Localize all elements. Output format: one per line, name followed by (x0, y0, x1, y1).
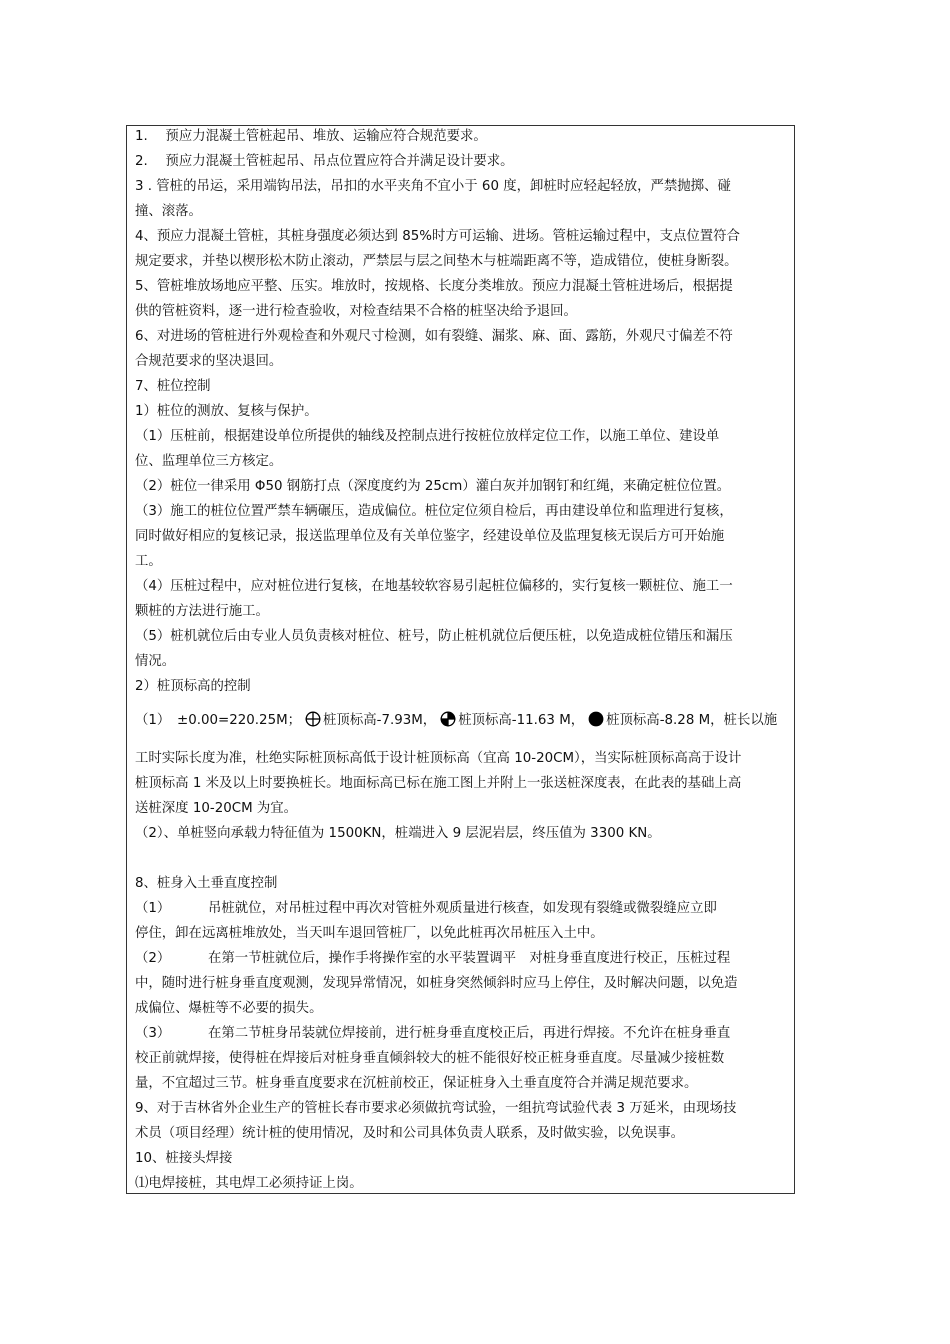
text-line: 供的管桩资料，逐一进行检查验收，对检查结果不合格的桩坚决给予退回。 (135, 304, 577, 319)
text-line: 6、对进场的管桩进行外观检查和外观尺寸检测，如有裂缝、漏浆、麻、面、露筋，外观尺寸偏差不符 (135, 329, 733, 344)
pile-type-c-icon (588, 711, 604, 727)
text-line: 位、监理单位三方核定。 (135, 454, 283, 469)
text-line: 情况。 (135, 654, 176, 669)
text-line: 撞、滚落。 (135, 204, 202, 219)
text-line: 3 . 管桩的吊运，采用端钩吊法，吊扣的水平夹角不宜小于 60 度，卸桩时应轻起轻放，严禁抛掷、碰 (135, 179, 731, 194)
text-line: 停住，卸在远离桩堆放处，当天叫车退回管桩厂，以免此桩再次吊桩压入土中。 (135, 926, 604, 941)
text-line: （2）、单桩竖向承载力特征值为 1500KN，桩端进入 9 层泥岩层，终压值为 3300 KN。 (135, 826, 661, 841)
text-line: 合规范要求的坚决退回。 (135, 354, 283, 369)
text-line: 规定要求，并垫以楔形松木防止滚动，严禁层与层之间垫木与桩端距离不等，造成错位，使桩身断裂。 (135, 254, 738, 269)
elevation-prefix: （1） ±0.00=220.25M； (135, 713, 302, 728)
text-line: （1） 吊桩就位，对吊桩过程中再次对管桩外观质量进行核查，如发现有裂缝或微裂缝应立即 (135, 901, 717, 916)
text-line: （3）施工的桩位位置严禁车辆碾压，造成偏位。桩位定位须自检后，再由建设单位和监理进行复核， (135, 504, 733, 519)
text-line: 量，不宜超过三节。桩身垂直度要求在沉桩前校正，保证桩身入土垂直度符合并满足规范要求。 (135, 1076, 698, 1091)
text-line: 颗桩的方法进行施工。 (135, 604, 269, 619)
text-line: ⑴电焊接桩，其电焊工必须持证上岗。 (135, 1176, 363, 1191)
elevation-type-c: 桩顶标高-8.28 M，桩长以施 (606, 713, 778, 728)
elevation-type-a: 桩顶标高-7.93M， (323, 713, 437, 728)
text-line: 中，随时进行桩身垂直度观测，发现异常情况，如桩身突然倾斜时应马上停住，及时解决问题，以免造 (135, 976, 738, 991)
text-line: 成偏位、爆桩等不必要的损失。 (135, 1001, 323, 1016)
section-heading: 8、桩身入土垂直度控制 (135, 876, 278, 891)
text-line: 工时实际长度为准，杜绝实际桩顶标高低于设计桩顶标高（宜高 10-20CM），当实际桩顶标高高于设计 (135, 751, 742, 766)
text-line: 术员（项目经理）统计桩的使用情况，及时和公司具体负责人联系，及时做实验，以免误事。 (135, 1126, 685, 1141)
text-line: 校正前就焊接，使得桩在焊接后对桩身垂直倾斜较大的桩不能很好校正桩身垂直度。尽量减少接桩数 (135, 1051, 725, 1066)
text-line: （2） 在第一节桩就位后，操作手将操作室的水平装置调平 对桩身垂直度进行校正，压桩过程 (135, 951, 731, 966)
text-line: 4、预应力混凝土管桩，其桩身强度必须达到 85%时方可运输、进场。管桩运输过程中，支点位置符合 (135, 229, 740, 244)
text-line: 5、管桩堆放场地应平整、压实。堆放时，按规格、长度分类堆放。预应力混凝土管桩进场后，根据提 (135, 279, 733, 294)
text-line: （4）压桩过程中，应对桩位进行复核，在地基较软容易引起桩位偏移的，实行复核一颗桩位、施工一 (135, 579, 733, 594)
text-line: （3） 在第二节桩身吊装就位焊接前，进行桩身垂直度校正后，再进行焊接。不允许在桩身垂直 (135, 1026, 731, 1041)
text-line: 9、对于吉林省外企业生产的管桩长春市要求必须做抗弯试验，一组抗弯试验代表 3 万延米，由现场技 (135, 1101, 737, 1116)
section-heading: 2）桩顶标高的控制 (135, 679, 251, 694)
elevation-type-b: 桩顶标高-11.63 M， (458, 713, 585, 728)
text-line: 2. 预应力混凝土管桩起吊、吊点位置应符合并满足设计要求。 (135, 154, 514, 169)
text-line: 送桩深度 10-20CM 为宜。 (135, 801, 298, 816)
text-line: 工。 (135, 554, 162, 569)
pile-type-a-icon (305, 711, 321, 727)
text-line: 1. 预应力混凝土管桩起吊、堆放、运输应符合规范要求。 (135, 129, 487, 144)
elevation-line (135, 709, 777, 733)
text-line: （2）桩位一律采用 Φ50 钢筋打点（深度度约为 25cm）灌白灰并加钢钉和红绳，来确定桩位位置。 (135, 479, 731, 494)
section-heading: 10、桩接头焊接 (135, 1151, 233, 1166)
text-line: 桩顶标高 1 米及以上时要换桩长。地面标高已标在施工图上并附上一张送桩深度表，在此表的基础上高 (135, 776, 742, 791)
text-line: 同时做好相应的复核记录，报送监理单位及有关单位鉴字，经建设单位及监理复核无误后方可开始施 (135, 529, 725, 544)
pile-type-b-icon (440, 711, 456, 727)
text-line: （1）压桩前，根据建设单位所提供的轴线及控制点进行按桩位放样定位工作，以施工单位、建设单 (135, 429, 720, 444)
section-heading: 7、桩位控制 (135, 379, 211, 394)
text-line: （5）桩机就位后由专业人员负责核对桩位、桩号，防止桩机就位后便压桩，以免造成桩位错压和漏压 (135, 629, 733, 644)
text-line: 1）桩位的测放、复核与保护。 (135, 404, 318, 419)
